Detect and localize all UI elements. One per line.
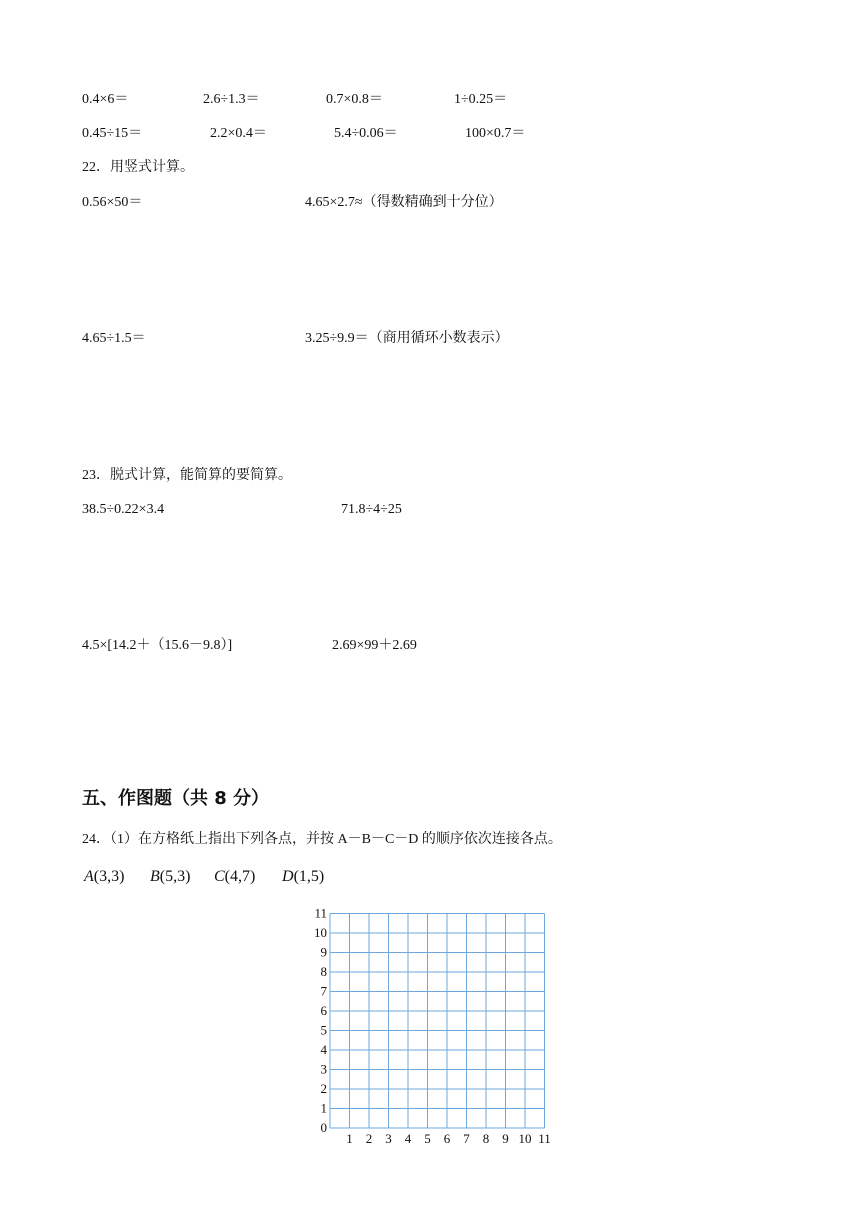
x-axis-label: 5 bbox=[424, 1131, 431, 1146]
q21-item-7: 5.4÷0.06＝ bbox=[334, 126, 398, 141]
y-axis-label: 1 bbox=[320, 1100, 327, 1116]
x-axis-label: 1 bbox=[346, 1131, 353, 1146]
point-d-label bbox=[282, 869, 324, 885]
x-axis-label: 7 bbox=[463, 1131, 470, 1146]
point-d-name: D bbox=[282, 868, 294, 885]
y-axis-label: 4 bbox=[320, 1042, 327, 1057]
q21-item-4: 1÷0.25＝ bbox=[454, 92, 508, 107]
x-axis-label: 9 bbox=[502, 1131, 509, 1146]
grid-svg[interactable] bbox=[302, 906, 562, 1152]
point-d-coord: (1,5) bbox=[293, 868, 325, 885]
point-a-label bbox=[84, 869, 124, 885]
q21-item-1: 0.4×6＝ bbox=[82, 92, 129, 107]
y-axis-label: 8 bbox=[320, 964, 327, 979]
x-axis-label: 4 bbox=[404, 1131, 412, 1146]
q23-item-4: 2.69×99＋2.69 bbox=[332, 638, 417, 653]
y-axis-label: 5 bbox=[320, 1022, 327, 1038]
q22-item-3: 4.65÷1.5＝ bbox=[82, 331, 146, 346]
y-axis-label: 6 bbox=[320, 1003, 327, 1018]
point-a-coord: (3,3) bbox=[93, 868, 125, 885]
q23-item-3: 4.5×[14.2＋（15.6－9.8）] bbox=[82, 638, 233, 653]
y-axis-label: 9 bbox=[320, 944, 327, 960]
q23-item-2: 71.8÷4÷25 bbox=[341, 502, 402, 517]
q22-title: 22．用竖式计算。 bbox=[82, 160, 194, 175]
point-b-coord: (5,3) bbox=[159, 868, 191, 885]
q21-item-6: 2.2×0.4＝ bbox=[210, 126, 267, 141]
y-axis-label: 7 bbox=[320, 983, 327, 999]
q21-item-3: 0.7×0.8＝ bbox=[326, 92, 383, 107]
q21-item-8: 100×0.7＝ bbox=[465, 126, 526, 141]
point-c-coord: (4,7) bbox=[224, 868, 256, 885]
q21-item-5: 0.45÷15＝ bbox=[82, 126, 143, 141]
point-c-name: C bbox=[214, 868, 225, 885]
x-axis-label: 10 bbox=[518, 1131, 532, 1146]
y-axis-label: 11 bbox=[314, 906, 327, 921]
point-a-name: A bbox=[84, 868, 94, 885]
y-axis-label: 3 bbox=[320, 1061, 327, 1077]
y-axis-label: 0 bbox=[320, 1120, 327, 1135]
point-b-name: B bbox=[150, 868, 160, 885]
q23-title: 23．脱式计算，能简算的要简算。 bbox=[82, 468, 292, 483]
q21-item-2: 2.6÷1.3＝ bbox=[203, 92, 260, 107]
point-c-label bbox=[214, 869, 255, 885]
y-axis-label: 10 bbox=[314, 925, 327, 940]
x-axis-label: 8 bbox=[482, 1131, 490, 1146]
q24-title: 24．（1）在方格纸上指出下列各点，并按 A－B－C－D 的顺序依次连接各点。 bbox=[82, 832, 562, 847]
section-5-heading: 五、作图题（共 8 分） bbox=[82, 788, 270, 809]
x-axis-label: 6 bbox=[443, 1131, 451, 1146]
y-axis-label: 2 bbox=[320, 1081, 327, 1096]
q22-item-2: 4.65×2.7≈（得数精确到十分位） bbox=[305, 195, 503, 210]
x-axis-label: 3 bbox=[385, 1131, 392, 1146]
coordinate-grid[interactable] bbox=[302, 906, 562, 1157]
q23-item-1: 38.5÷0.22×3.4 bbox=[82, 502, 165, 517]
x-axis-label: 2 bbox=[365, 1131, 373, 1146]
point-b-label bbox=[150, 869, 190, 885]
q22-item-4: 3.25÷9.9＝（商用循环小数表示） bbox=[305, 331, 509, 346]
q22-item-1: 0.56×50＝ bbox=[82, 195, 143, 210]
x-axis-label: 11 bbox=[538, 1131, 551, 1146]
